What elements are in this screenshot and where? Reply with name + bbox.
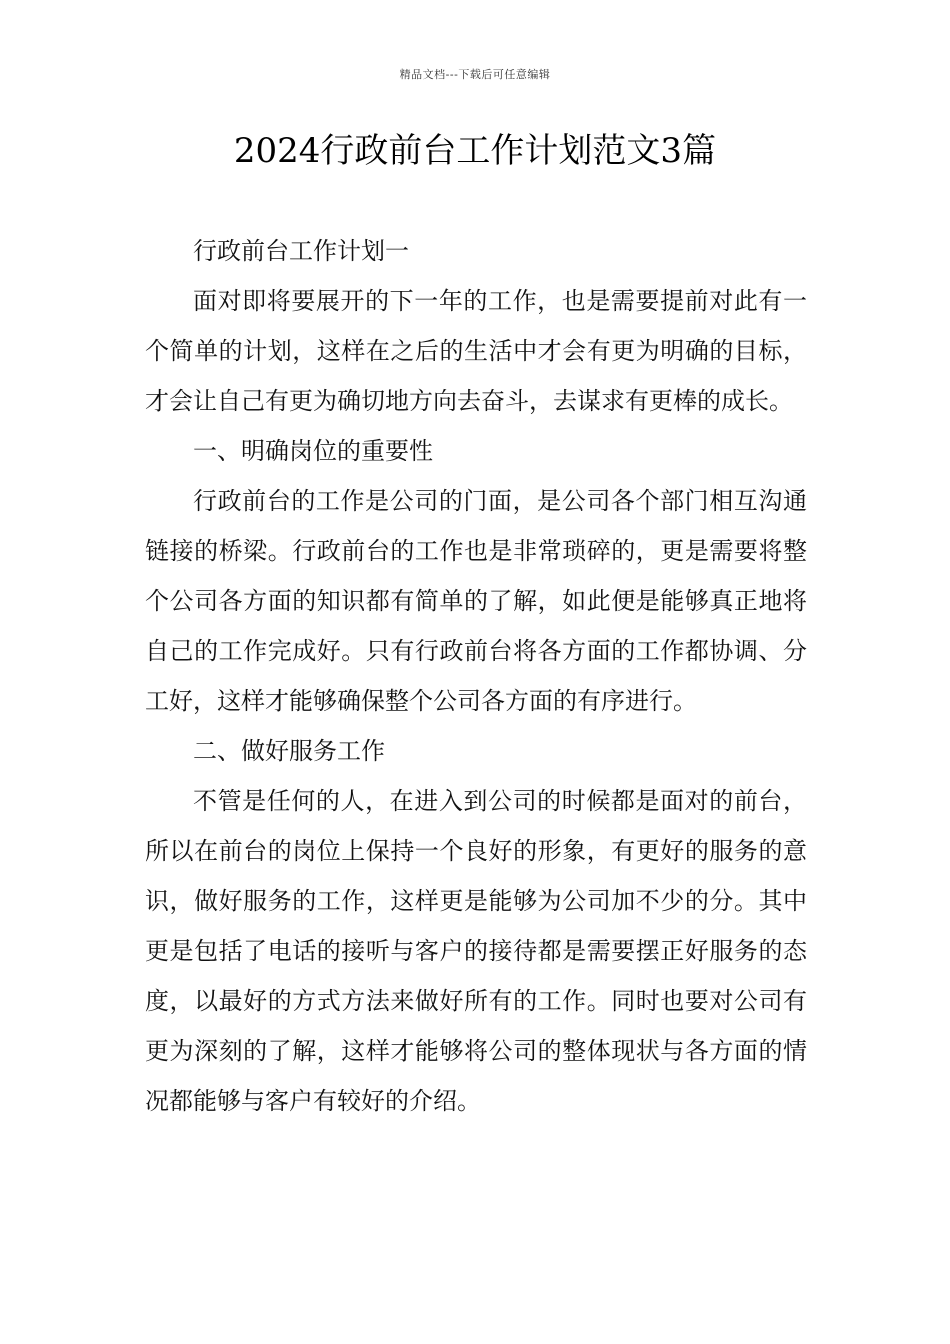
section-heading-service: 二、做好服务工作 — [193, 737, 385, 765]
paragraph-importance: 行政前台的工作是公司的门面，是公司各个部门相互沟通链接的桥梁。行政前台的工作也是非常琐碎的，更是需要将整个公司各方面的知识都有简单的了解，如此便是能够真正地将自己的工作完成好。只有行政前台将各方面的工作都协调、分工好，这样才能够确保整个公司各方面的有序进行。 — [145, 487, 807, 715]
document-body — [145, 226, 807, 1126]
section-heading-importance: 一、明确岗位的重要性 — [193, 437, 433, 465]
section-heading-plan-one: 行政前台工作计划一 — [193, 237, 409, 265]
header-note: 精品文档---下载后可任意编辑 — [399, 68, 551, 81]
paragraph-service: 不管是任何的人，在进入到公司的时候都是面对的前台，所以在前台的岗位上保持一个良好的形象，有更好的服务的意识，做好服务的工作，这样更是能够为公司加不少的分。其中更是包括了电话的接听与客户的接待都是需要摆正好服务的态度，以最好的方式方法来做好所有的工作。同时也要对公司有更为深刻的了解，这样才能够将公司的整体现状与各方面的情况都能够与客户有较好的介绍。 — [145, 787, 807, 1115]
paragraph-intro: 面对即将要展开的下一年的工作，也是需要提前对此有一个简单的计划，这样在之后的生活中才会有更为明确的目标，才会让自己有更为确切地方向去奋斗，去谋求有更棒的成长。 — [145, 287, 807, 415]
document-title: 2024行政前台工作计划范文3篇 — [233, 131, 717, 171]
